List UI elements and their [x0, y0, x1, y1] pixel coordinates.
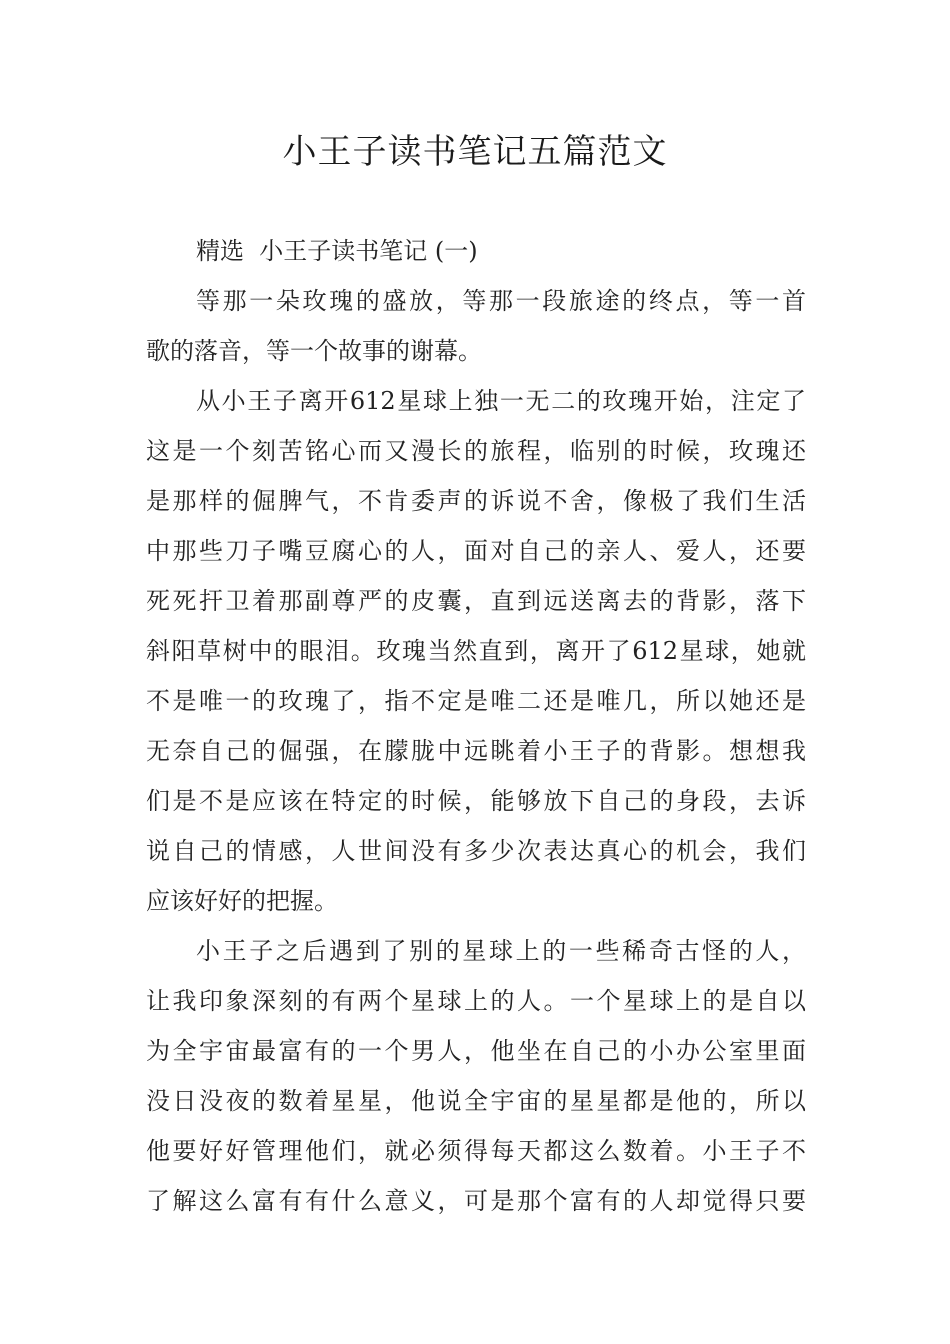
section-heading: 精选 小王子读书笔记 (一): [196, 237, 478, 265]
paragraph-line: 歌的落音，等一个故事的谢幕。: [146, 337, 482, 365]
paragraph-line: 让我印象深刻的有两个星球上的人。一个星球上的是自以: [146, 987, 806, 1015]
paragraph-line: 等那一朵玫瑰的盛放，等那一段旅途的终点，等一首: [196, 287, 806, 315]
paragraph-line: 中那些刀子嘴豆腐心的人，面对自己的亲人、爱人，还要: [146, 537, 806, 565]
paragraph-line: 无奈自己的倔强，在朦胧中远眺着小王子的背影。想想我: [146, 737, 806, 765]
paragraph-line: 斜阳草树中的眼泪。玫瑰当然直到，离开了612星球，她就: [146, 637, 806, 665]
document-title: 小王子读书笔记五篇范文: [282, 132, 668, 172]
paragraph-line: 从小王子离开612星球上独一无二的玫瑰开始，注定了: [196, 387, 806, 415]
paragraph-line: 他要好好管理他们，就必须得每天都这么数着。小王子不: [146, 1137, 806, 1165]
paragraph-line: 说自己的情感，人世间没有多少次表达真心的机会，我们: [146, 837, 806, 865]
paragraph-line: 为全宇宙最富有的一个男人，他坐在自己的小办公室里面: [146, 1037, 806, 1065]
paragraph-line: 小王子之后遇到了别的星球上的一些稀奇古怪的人，: [196, 937, 806, 965]
paragraph-line: 了解这么富有有什么意义，可是那个富有的人却觉得只要: [146, 1187, 806, 1215]
paragraph-line: 应该好好的把握。: [146, 887, 338, 915]
paragraph-line: 没日没夜的数着星星，他说全宇宙的星星都是他的，所以: [146, 1087, 806, 1115]
paragraph-line: 死死扞卫着那副尊严的皮囊，直到远送离去的背影，落下: [146, 587, 806, 615]
paragraph-line: 这是一个刻苦铭心而又漫长的旅程，临别的时候，玫瑰还: [146, 437, 806, 465]
paragraph-line: 不是唯一的玫瑰了，指不定是唯二还是唯几，所以她还是: [146, 687, 806, 715]
paragraph-line: 们是不是应该在特定的时候，能够放下自己的身段，去诉: [146, 787, 806, 815]
paragraph-line: 是那样的倔脾气，不肯委声的诉说不舍，像极了我们生活: [146, 487, 806, 515]
